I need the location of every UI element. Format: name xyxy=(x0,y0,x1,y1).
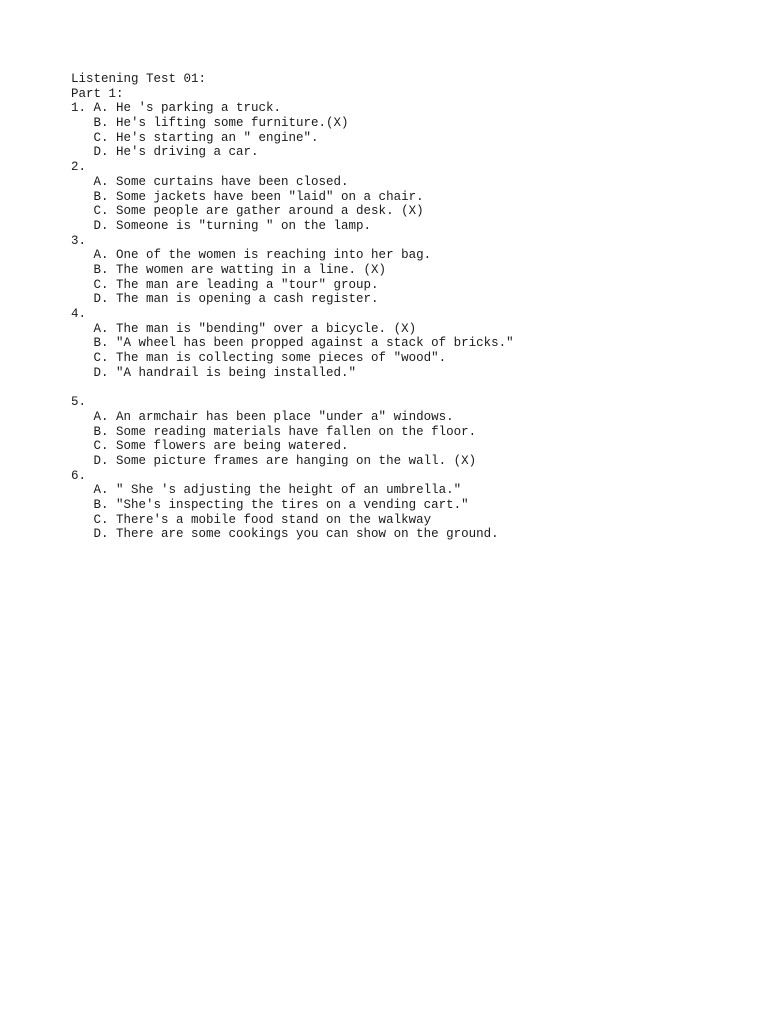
question-5-answer-d: D. Some picture frames are hanging on the wall. (X) xyxy=(93,453,477,468)
question-2-answer-a-line xyxy=(71,175,751,190)
question-4-answer-a-line xyxy=(71,322,751,337)
question-1-number: 1. xyxy=(71,101,87,116)
question-3-answer-d: D. The man is opening a cash register. xyxy=(93,292,379,307)
question-4-answer-c: C. The man is collecting some pieces of "wood". xyxy=(93,351,447,366)
blank-line xyxy=(71,380,751,395)
question-4-answer-d-line xyxy=(71,366,751,381)
question-6-answer-a-line xyxy=(71,483,751,498)
question-1-first-line xyxy=(71,101,751,116)
question-6-answer-d-line xyxy=(71,527,751,542)
question-2-answer-c-line xyxy=(71,204,751,219)
question-3-answer-a: A. One of the women is reaching into her bag. xyxy=(93,248,432,263)
question-6-answer-b-line xyxy=(71,498,751,513)
question-1-answer-b: B. He's lifting some furniture.(X) xyxy=(93,116,349,131)
question-5-answer-d-line xyxy=(71,454,751,469)
question-3-answer-a-line xyxy=(71,248,751,263)
question-2-answer-a: A. Some curtains have been closed. xyxy=(93,174,349,189)
question-3-number: 3. xyxy=(71,233,87,248)
question-3-answer-d-line xyxy=(71,292,751,307)
question-2-answer-d: D. Someone is "turning " on the lamp. xyxy=(93,218,372,233)
question-1-answer-b-line xyxy=(71,116,751,131)
question-2-answer-d-line xyxy=(71,219,751,234)
question-5-answer-a: A. An armchair has been place "under a" windows. xyxy=(93,409,454,424)
question-2-answer-b: B. Some jackets have been "laid" on a chair. xyxy=(93,189,424,204)
document-body xyxy=(71,72,751,542)
question-3-answer-c-line xyxy=(71,278,751,293)
question-4-answer-b: B. "A wheel has been propped against a stack of bricks." xyxy=(93,336,514,351)
question-5-answer-b: B. Some reading materials have fallen on the floor. xyxy=(93,424,477,439)
question-4-answer-c-line xyxy=(71,351,751,366)
question-6-answer-d: D. There are some cookings you can show on the ground. xyxy=(93,527,499,542)
question-1-answer-a: A. He 's parking a truck. xyxy=(93,101,282,116)
question-5-answer-c: C. Some flowers are being watered. xyxy=(93,439,349,454)
question-3-answer-c: C. The man are leading a "tour" group. xyxy=(93,277,379,292)
question-4-answer-b-line xyxy=(71,336,751,351)
question-6-answer-c-line xyxy=(71,513,751,528)
question-6-answer-b: B. "She's inspecting the tires on a vending cart." xyxy=(93,497,469,512)
question-5-number: 5. xyxy=(71,395,87,410)
question-6-answer-c: C. There's a mobile food stand on the walkway xyxy=(93,512,432,527)
question-3-answer-b: B. The women are watting in a line. (X) xyxy=(93,262,387,277)
question-5-answer-a-line xyxy=(71,410,751,425)
question-5-answer-b-line xyxy=(71,425,751,440)
question-1-answer-c-line xyxy=(71,131,751,146)
part-heading: Part 1: xyxy=(71,86,124,101)
question-3-answer-b-line xyxy=(71,263,751,278)
question-4-answer-a: A. The man is "bending" over a bicycle. (X) xyxy=(93,321,417,336)
question-2-answer-b-line xyxy=(71,190,751,205)
question-1-answer-c: C. He's starting an " engine". xyxy=(93,130,319,145)
question-2-answer-c: C. Some people are gather around a desk. (X) xyxy=(93,204,424,219)
question-2-number: 2. xyxy=(71,160,87,175)
question-6-number: 6. xyxy=(71,468,87,483)
question-4-answer-d: D. "A handrail is being installed." xyxy=(93,365,357,380)
question-1-answer-d: D. He's driving a car. xyxy=(93,145,259,160)
question-5-answer-c-line xyxy=(71,439,751,454)
question-1-answer-d-line xyxy=(71,145,751,160)
question-4-number: 4. xyxy=(71,307,87,321)
question-6-answer-a: A. " She 's adjusting the height of an umbrella." xyxy=(93,483,462,498)
test-title: Listening Test 01: xyxy=(71,72,207,86)
